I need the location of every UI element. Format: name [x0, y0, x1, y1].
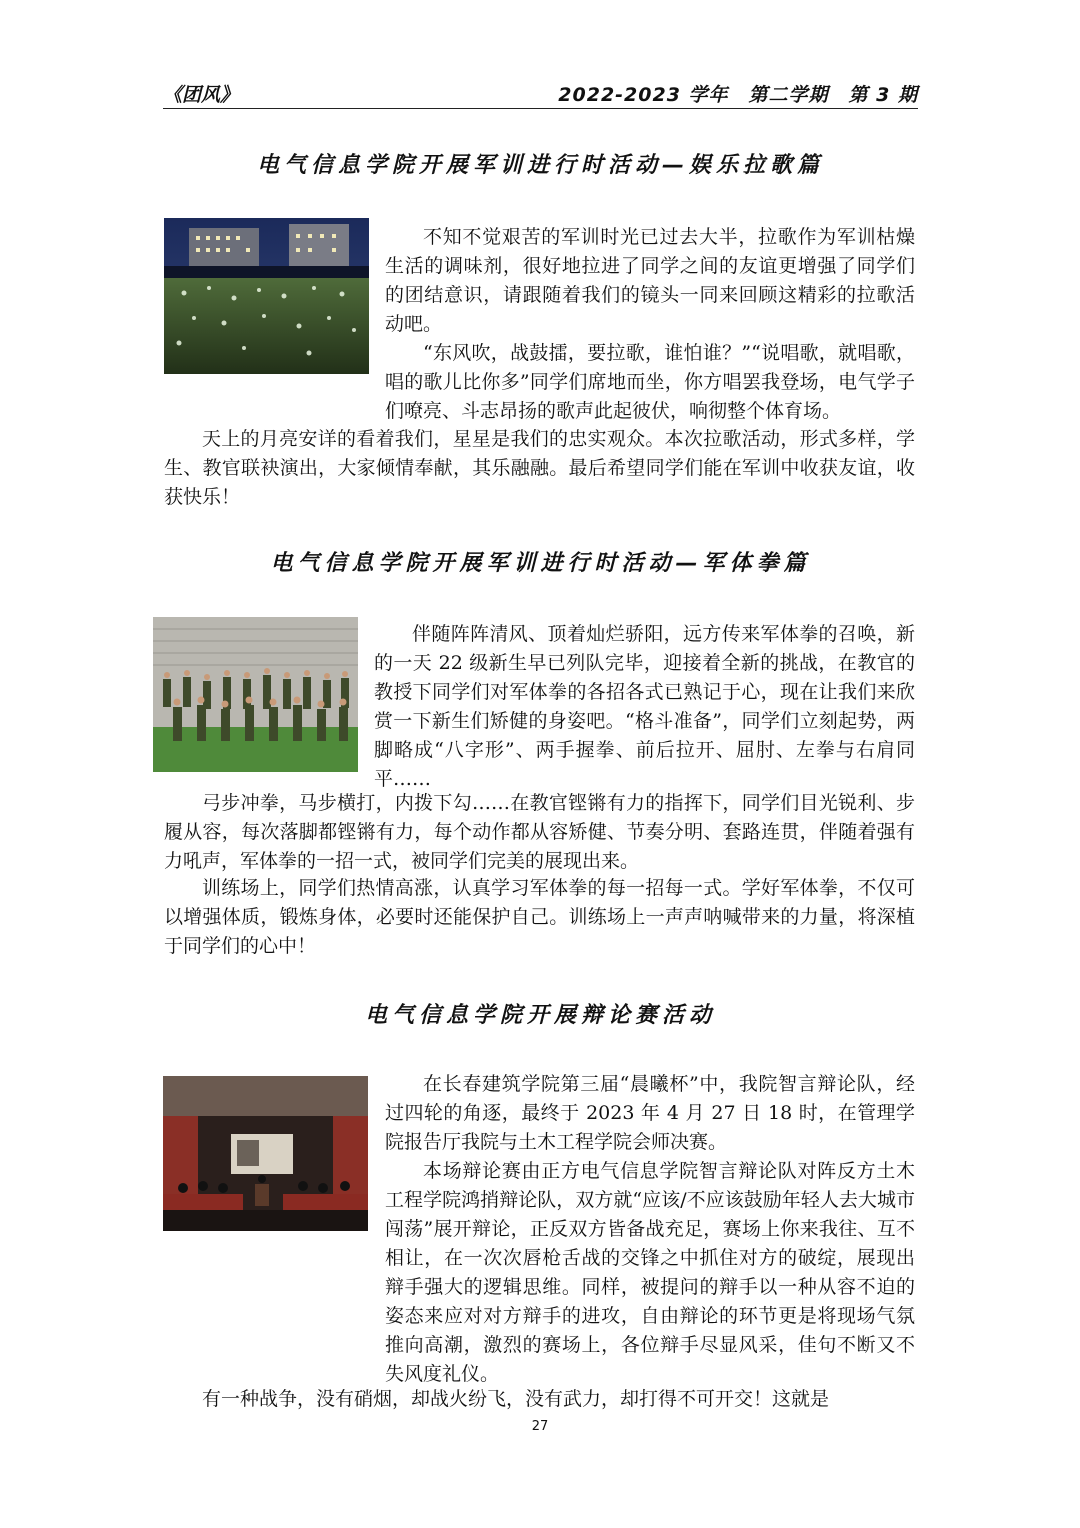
issue-info: 2022-2023 学年 第二学期 第 3 期: [558, 84, 918, 106]
paragraph: 弓步冲拳，马步横打，内拨下勾……在教官铿锵有力的指挥下，同学们目光锐利、步履从容，每次落脚都铿锵有力，每个动作都从容矫健、节奏分明、套路连贯，伴随着强有力吼声，军体拳的一招一式，被同学们完美的展现出来。: [164, 792, 915, 872]
paragraph: 训练场上，同学们热情高涨，认真学习军体拳的每一招每一式。学好军体拳，不仅可以增强体质，锻炼身体，必要时还能保护自己。训练场上一声声呐喊带来的力量，将深植于同学们的心中！: [164, 877, 915, 957]
section-title-debate: 电气信息学院开展辩论赛活动: [364, 1003, 716, 1028]
paragraph: “东风吹，战鼓擂，要拉歌，谁怕谁？”“说唱歌，就唱歌，唱的歌儿比你多”同学们席地而坐，你方唱罢我登场，电气学子们嘹亮、斗志昂扬的歌声此起彼伏，响彻整个体育场。: [385, 342, 915, 422]
paragraph-wrap: [164, 339, 915, 426]
paragraph: 伴随阵阵清风、顶着灿烂骄阳，远方传来军体拳的召唤，新的一天 22 级新生早已列队完毕，迎接着全新的挑战，在教官的教授下同学们对军体拳的各招各式已熟记于心，现在让我们来欣赏一下新生们矫健的身姿吧。“格斗准备”，同学们立刻起势，两脚略成“八字形”、两手握拳、前后拉开、屈肘、左拳与右肩同平……: [374, 623, 915, 790]
paragraph: 有一种战争，没有硝烟，却战火纷飞，没有武力，却打得不可开交！这就是: [202, 1388, 830, 1410]
military-boxing-drill-photo: [153, 617, 358, 772]
page-header: [163, 78, 918, 109]
section-title-singing: 电气信息学院开展军训进行时活动—娱乐拉歌篇: [256, 153, 824, 178]
paragraph-wrap: [164, 1157, 915, 1389]
paragraph: 天上的月亮安详的看着我们，星星是我们的忠实观众。本次拉歌活动，形式多样，学生、教官联袂演出，大家倾情奉献，其乐融融。最后希望同学们能在军训中收获友谊，收获快乐！: [164, 428, 915, 508]
paragraph: 不知不觉艰苦的军训时光已过去大半，拉歌作为军训枯燥生活的调味剂，很好地拉进了同学之间的友谊更增强了同学们的团结意识，请跟随着我们的镜头一同来回顾这精彩的拉歌活动吧。: [385, 226, 915, 335]
paragraph: 本场辩论赛由正方电气信息学院智言辩论队对阵反方土木工程学院鸿捎辩论队，双方就“应该/不应该鼓励年轻人去大城市闯荡”展开辩论，正反双方皆备战充足，赛场上你来我往、互不相让，在一次次唇枪舌战的交锋之中抓住对方的破绽，展现出辩手强大的逻辑思维。同样，被提问的辩手以一种从容不迫的姿态来应对对方辩手的进攻，自由辩论的环节更是将现场气氛推向高潮，激烈的赛场上，各位辩手尽显风采，佳句不断又不失风度礼仪。: [385, 1160, 915, 1385]
section-title-boxing: 电气信息学院开展军训进行时活动—军体拳篇: [270, 551, 811, 576]
paragraph: 在长春建筑学院第三届“晨曦杯”中，我院智言辩论队，经过四轮的角逐，最终于 2023 年 4 月 27 日 18 时，在管理学院报告厅我院与土木工程学院会师决赛。: [385, 1073, 915, 1153]
journal-name: 《团风》: [163, 84, 240, 106]
page-number: 27: [531, 1419, 549, 1434]
